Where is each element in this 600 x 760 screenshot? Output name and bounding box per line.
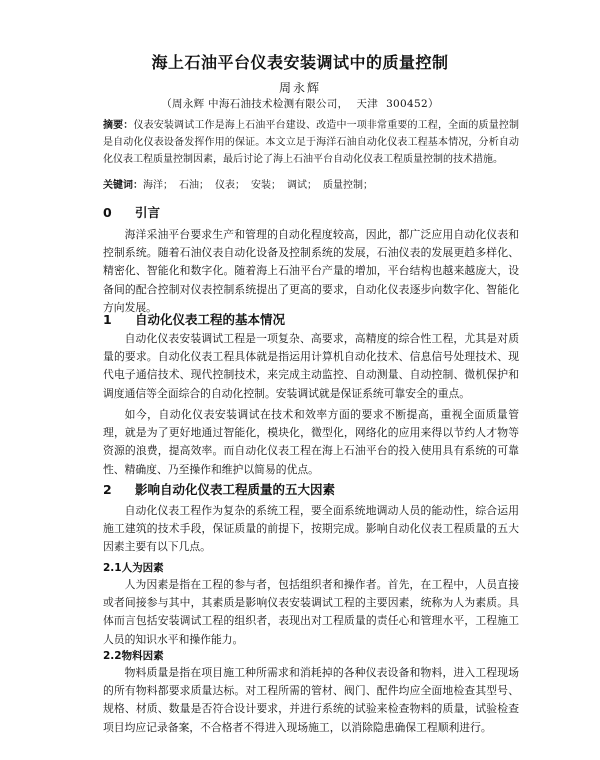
- subsection-heading-2-2: [103, 648, 164, 663]
- subsection-2-1-paragraph: 人为因素是指在工程的参与者，包括组织者和操作者。首先，在工程中，人员直接或者间接参与其中，其素质是影响仪表安装调试工程的主要因素，统称为人为素质。具体而言包括安装调试工程的组织者，表现出对工程质量的责任心和管理水平，工程施工人员的知识水平和操作能力。: [103, 578, 519, 646]
- section-heading-2: [103, 480, 335, 498]
- author-affiliation: [0, 96, 600, 111]
- section-1-paragraph-2: 如今，自动化仪表安装调试在技术和效率方面的要求不断提高，重视全面质量管理，就是为了更好地通过智能化，模块化，微型化，网络化的应用来得以节约人才物等资源的浪费，提高效率。而自动化仪表工程在海上石油平台的投入使用具有系统的可靠性、精确度、乃至操作和维护以简易的优点。: [103, 408, 519, 476]
- affiliation-city: 天津: [356, 98, 379, 110]
- affiliation-name: （周永辉 中海石油技术检测有限公司，: [161, 98, 349, 110]
- subsection-2-2-paragraph: 物料质量是指在项目施工种所需求和消耗掉的各种仪表设备和物料，进入工程现场的所有物料都要求质量达标。对工程所需的管材、阀门、配件均应全面地检查其型号、规格、材质、数量是否符合设计要求，并进行系统的试验来检查物料的质量，试验检查项目均应记录备案，不合格者不得进入现场施工，以消除隐患确保工程顺利进行。: [103, 666, 519, 734]
- keyword: 仪表；: [215, 180, 245, 191]
- abstract: [103, 117, 519, 168]
- paper-title: 海上石油平台仪表安装调试中的质量控制: [151, 53, 449, 72]
- section-2-paragraph-1: 自动化仪表工程作为复杂的系统工程，要全面系统地调动人员的能动性，综合运用施工建筑的技术手段，保证质量的前提下，按期完成。影响自动化仪表工程质量的五大因素主要有以下几点。: [103, 504, 519, 554]
- section-title: 影响自动化仪表工程质量的五大因素: [135, 482, 336, 497]
- keyword: 安装；: [251, 180, 281, 191]
- section-number: 2: [103, 482, 112, 497]
- keyword: 石油；: [179, 180, 209, 191]
- section-number: 0: [103, 205, 112, 220]
- section-title: 引言: [135, 205, 161, 220]
- section-number: 1: [103, 312, 112, 327]
- keywords-label: 关键词：: [103, 180, 143, 191]
- section-title: 自动化仪表工程的基本情况: [135, 312, 286, 327]
- section-0-paragraph-1: 海洋采油平台要求生产和管理的自动化程度较高，因此，都广泛应用自动化仪表和控制系统。随着石油仪表自动化设备及控制系统的发展，石油仪表的发展更趋多样化、精密化、智能化和数字化。随着海上石油平台产量的增加，平台结构也越来越庞大，设备间的配合控制对仪表控制系统提出了更高的要求，自动化仪表逐步向数字化、智能化方向发展。: [103, 228, 519, 314]
- subsection-number: 2.1: [103, 562, 122, 574]
- section-heading-0: [103, 203, 160, 221]
- affiliation-postcode: 300452）: [386, 98, 439, 110]
- subsection-title: 物料因素: [121, 650, 164, 662]
- keyword: 海洋；: [143, 180, 173, 191]
- subsection-number: 2.2: [103, 650, 122, 662]
- section-1-paragraph-1: 自动化仪表安装调试工程是一项复杂、高要求，高精度的综合性工程，尤其是对质量的要求。自动化仪表工程具体就是指运用计算机自动化技术、信息信号处理技术、现代电子通信技术、现代控制技术，来完成主动监控、自动测量、自动控制、微机保护和调度通信等全面综合的自动化控制。安装调试就是保证系统可靠安全的重点。: [103, 332, 519, 400]
- paper-author: 周永辉: [278, 81, 321, 95]
- subsection-title: 人为因素: [121, 562, 164, 574]
- section-heading-1: [103, 310, 285, 328]
- abstract-text: 仪表安装调试工作是海上石油平台建设、改造中一项非常重要的工程，全面的质量控制是自动化仪表设备发挥作用的保证。本文立足于海洋石油自动化仪表工程基本情况，分析自动化仪表工程质量控制因素，最后讨论了海上石油平台自动化仪表工程质量控制的技术措施。: [103, 120, 520, 165]
- subsection-heading-2-1: [103, 560, 164, 575]
- keywords: [103, 179, 519, 193]
- keyword: 调试；: [287, 180, 317, 191]
- abstract-label: 摘要：: [103, 120, 134, 131]
- keyword: 质量控制；: [323, 180, 373, 191]
